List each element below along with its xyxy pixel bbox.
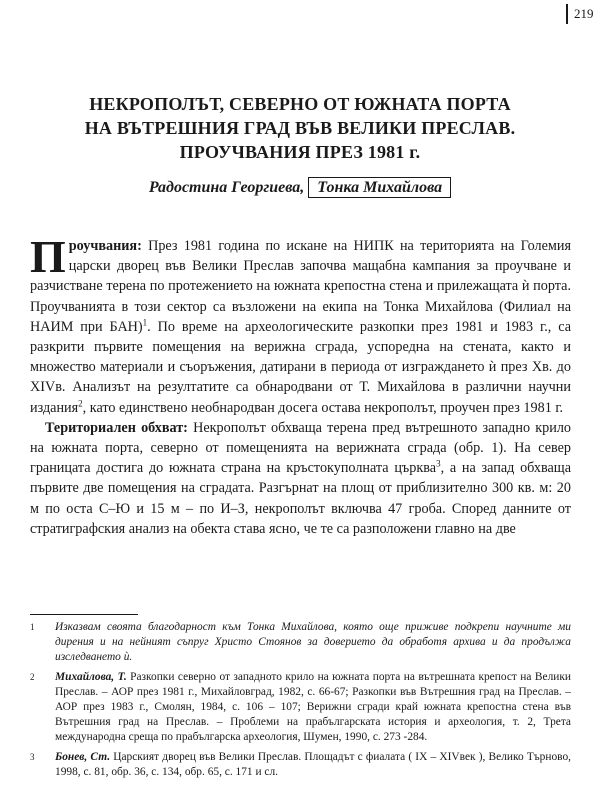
page-number <box>566 4 594 24</box>
title-line-1: НЕКРОПОЛЪТ, СЕВЕРНО ОТ ЮЖНАТА ПОРТА <box>89 94 511 114</box>
footnote-3 <box>30 750 571 780</box>
paragraph-research <box>30 231 571 418</box>
footnote-number: 3 <box>30 751 35 762</box>
drop-cap: П <box>30 231 66 282</box>
paragraph-text: . По време на археологическите разкопки през 1981 и 1983 г., са разкрити първите помещения на верижна сграда, успоредна на стената, както и множество материали и съоръжения, датирани в периода от изграждането ѝ през Хв. до XIVв. Анализът на резултатите са обнародвани от Т. Михайлова в различни научни издания <box>30 318 571 416</box>
footnote-number: 1 <box>30 622 35 632</box>
footnote-1 <box>30 620 571 666</box>
footnote-number: 2 <box>30 671 35 682</box>
paragraph-text: , а на запад обхваща първите две помещения на сградата. Разгърнат на площ от приблизително 300 кв. м: 20 м по оста С–Ю и 15 м – по И–З, некрополът включва 47 гроба. Според данните от стратиграфския анализ на обекта става ясно, че те са разположени главно на две <box>30 460 571 537</box>
footnote-ref-1: 1 <box>142 317 148 328</box>
footnote-text: Царският дворец във Велики Преслав. Площадът с фиалата ( IX – XIVвек ), Велико Търново, 1998, с. 81, обр. 36, с. 134, обр. 65, с. 171 и сл. <box>55 750 571 778</box>
footnote-ref-3: 3 <box>436 458 441 469</box>
paragraph-text: Некрополът обхваща терена пред вътрешното западно крило на южната порта, северно от помещенията на верижната сграда (обр. 1). На север границата достига до южната страна на кръстокуполната църква <box>30 419 571 477</box>
article-title <box>20 92 580 164</box>
author-first: Радостина Георгиева, <box>148 179 305 196</box>
footnote-text: Разкопки северно от западното крило на южната порта на вътрешната крепост на Велики Преслав. – АОР през 1981 г., Михайловград, 1982, с. 66-67; Разкопки във Вътрешния град на Преслав. – АОР през 1983 г., Смолян, 1984, с. 106 – 107; Верижни сгради край южната крепостна стена във Вътрешния град на Преслав. – Проблеми на прабългарската история и археология, т. 2, Трета международна среща по прабългарска археология, Шумен, 1990, с. 273 -284. <box>55 670 571 744</box>
footnote-2 <box>30 670 571 746</box>
page-number-text: 219 <box>574 6 594 21</box>
footnote-author: Михайлова, Т. <box>55 670 127 683</box>
paragraph-text: , като единствено необнародван досега остава некрополът, проучен през 1981 г. <box>82 399 564 416</box>
footnotes <box>30 620 571 784</box>
author-second-boxed: Тонка Михайлова <box>308 177 451 198</box>
footnote-author: Бонев, Ст. <box>55 750 111 763</box>
title-line-3: ПРОУЧВАНИЯ ПРЕЗ 1981 г. <box>179 142 421 162</box>
paragraph-territory <box>30 418 571 539</box>
article-body <box>30 231 571 539</box>
lead-heading-research: роучвания: <box>68 238 142 254</box>
author-line <box>0 177 600 199</box>
footnote-ref-2: 2 <box>78 397 83 408</box>
footnote-divider <box>30 614 138 615</box>
lead-heading-territory: Териториален обхват: <box>45 419 188 436</box>
title-line-2: НА ВЪТРЕШНИЯ ГРАД ВЪВ ВЕЛИКИ ПРЕСЛАВ. <box>84 118 516 138</box>
footnote-text: Изказвам своята благодарност към Тонка Михайлова, която още приживе подкрепи научните ми дирения и на нейният съпруг Христо Стоянов за доверието да обработя архива и да продължа изследването ѝ. <box>55 621 571 664</box>
paragraph-text: През 1981 година по искане на НИПК на територията на Големия царски дворец във Велики Преслав започва мащабна кампания за проучване и разчистване терена по протежението на южната крепостна стена и прилежащата ѝ порта. Проучванията в този сектор са възложени на екипа на Тонка Михайлова (Филиал на НАИМ при БАН) <box>30 238 571 335</box>
